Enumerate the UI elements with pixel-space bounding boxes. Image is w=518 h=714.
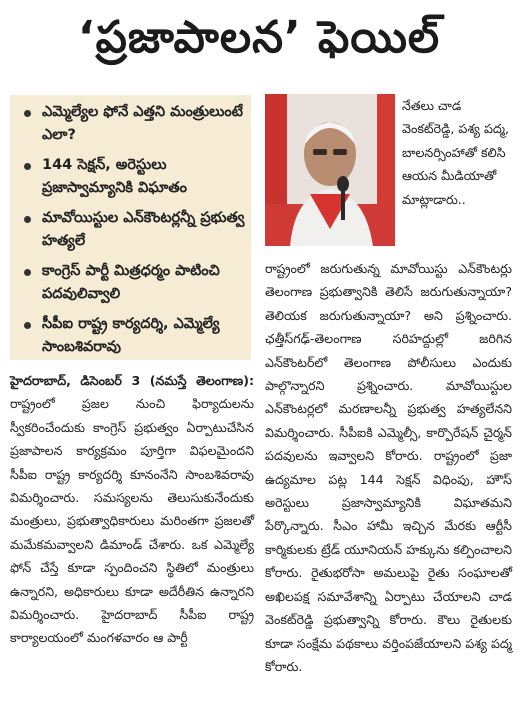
left-column-article [10,369,254,650]
highlight-text: మావోయిస్టుల ఎన్‌కౌంటర్లన్నీ ప్రభుత్వ హత్యలే [42,210,245,249]
dateline: హైదరాబాద్, డిసెంబర్ 3 (నమస్తే తెలంగాణ): [10,373,254,388]
highlight-item [22,154,245,200]
highlights-list [22,101,245,359]
bullet-icon [24,163,31,170]
highlights-box [10,95,251,360]
highlight-text: 144 సెక్షన్, అరెస్టులు ప్రజాస్వామ్యానికి విఘాతం [42,157,187,196]
bullet-icon [24,269,31,276]
headline: ‘ప్రజాపాలన’ ఫెయిల్ [77,12,441,63]
highlight-text: ఎమ్మెల్యేల ఫోనే ఎత్తని మంత్రులుంటే ఎలా? [42,104,243,143]
bullet-icon [24,110,31,117]
highlight-item [22,313,245,359]
speaker-photo-image [265,94,395,246]
bullet-icon [24,216,31,223]
right-column-article: రాష్ట్రంలో జరుగుతున్న మావోయిస్టు ఎన్‌కౌంటర్లు తెలంగాణ ప్రభుత్వానికి తెలిసే జరుగుతున్నాయా? తెలియక జరుగుతున్నాయా? అని ప్రశ్నించారు. ఛత్తీస్‌గఢ్-తెలంగాణ సరిహద్దుల్లో జరిగిన ఎన్‌కౌంటర్‌లో తెలంగాణ పోలీసులు ఎందుకు పాల్గొన్నారని ప్రశ్నించారు. మావోయిస్టుల ఎన్‌కౌంటర్లలో మరణాలన్నీ ప్రభుత్వ హత్యలేనని విమర్శించారు. సీపీఐకి ఎమ్మెల్సీ, కార్పొరేషన్ చైర్మన్ పదవులను ఇవ్వాలని కోరారు. రాష్ట్రంలో ప్రజా ఉద్యమాల పట్ల 144 సెక్షన్ విధింపు, హౌస్ అరెస్టులు ప్రజాస్వామ్యానికి విఘాతమని పేర్కొన్నారు. సీఎం హామీ ఇచ్చిన మేరకు ఆర్టీసీ కార్మికులకు ట్రేడ్ యూనియన్ హక్కును కల్పించాలని కోరారు. రైతుభరోసా అమలుపై రైతు సంఘాలతో అఖిలపక్ష సమావేశాన్ని ఏర్పాటు చేయాలని చాడ వెంకట్‌రెడ్డి ప్రభుత్వాన్ని కోరారు. కౌలు రైతులకు కూడా సంక్షేమ పథకాలు వర్తింపజేయాలని పశ్య పద్మ కోరారు. [265,261,512,674]
right-top-text: నేతలు చాడ వెంకట్‌రెడ్డి, పశ్య పద్మ, బాలనర్సింహాతో కలిసి ఆయన మీడియాతో మాట్లాడారు.. [402,98,509,207]
highlight-item [22,207,245,253]
bullet-icon [24,322,31,329]
left-column-body: రాష్ట్రంలో ప్రజల నుంచి ఫిర్యాదులను స్వీకరించేందుకు కాంగ్రెస్ ప్రభుత్వం ఏర్పాటుచేసిన ప్రజాపాలన కార్యక్రమం పూర్తిగా విఫలమైందని సీపీఐ రాష్ట్ర కార్యదర్శి కూనంనేని సాంబశివరావు విమర్శించారు. సమస్యలను తెలుసుకునేందుకు మంత్రులు, ప్రభుత్వాధికారులు మరింతగా ప్రజలతో మమేకమవ్వాలని డిమాండ్ చేశారు. ఒక ఎమ్మెల్యే ఫోన్ చేస్తే కూడా స్పందించని స్థితిలో మంత్రులు ఉన్నారని, అధికారులు కూడా అదేరీతిన ఉన్నారని విమర్శించారు. హైదరాబాద్ సీపీఐ రాష్ట్ర కార్యాలయంలో మంగళవారం ఆ పార్టీ [10,396,254,646]
speaker-photo [265,94,395,246]
highlight-text: కాంగ్రెస్ పార్టీ మిత్రధర్మం పాటించి పదవులివ్వాలి [42,263,220,302]
highlight-text: సీపీఐ రాష్ట్ర కార్యదర్శి, ఎమ్మెల్యే సాంబశివరావు [42,316,220,355]
highlight-item [22,101,245,147]
highlight-item [22,260,245,306]
